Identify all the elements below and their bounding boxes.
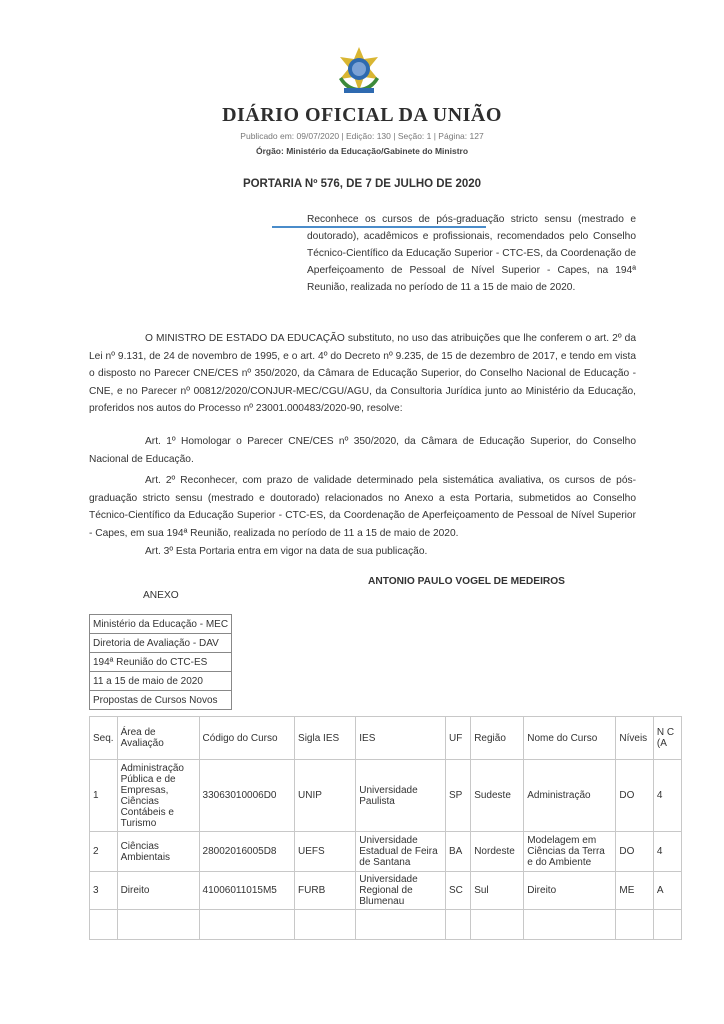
cell: 33063010006D0 (199, 760, 295, 832)
cell: Universidade Estadual de Feira de Santana (356, 832, 446, 872)
cell (199, 910, 295, 940)
coat-of-arms-seal (334, 45, 384, 95)
annex-label: ANEXO (143, 590, 179, 601)
publication-meta: Publicado em: 09/07/2020 | Edição: 130 | Seção: 1 | Página: 127 (240, 131, 484, 141)
col-header: Níveis (616, 717, 654, 760)
table-row (90, 832, 682, 872)
article-1: Art. 1º Homologar o Parecer CNE/CES nº 350/2020, da Câmara de Educação Superior, do Conselho Nacional de Educação. (89, 436, 636, 465)
col-header: UF (445, 717, 470, 760)
cell: 28002016005D8 (199, 832, 295, 872)
cell (445, 910, 470, 940)
cell: BA (445, 832, 470, 872)
cell: 4 (653, 832, 681, 872)
cell: Universidade Paulista (356, 760, 446, 832)
annex-info-row: Propostas de Cursos Novos (90, 691, 232, 710)
col-header: Código do Curso (199, 717, 295, 760)
cell (117, 910, 199, 940)
annex-info-row: Diretoria de Avaliação - DAV (90, 634, 232, 653)
cell: Universidade Regional de Blumenau (356, 872, 446, 910)
col-header: IES (356, 717, 446, 760)
col-header: Seq. (90, 717, 118, 760)
col-header: Área de Avaliação (117, 717, 199, 760)
cell: DO (616, 760, 654, 832)
cell: 4 (653, 760, 681, 832)
annex-info-table (89, 614, 232, 710)
cell: Administração (524, 760, 616, 832)
table-row (90, 760, 682, 832)
cell: SP (445, 760, 470, 832)
cell: Sul (471, 872, 524, 910)
col-header: N C (A (653, 717, 681, 760)
cell: A (653, 872, 681, 910)
cell: Nordeste (471, 832, 524, 872)
cell: FURB (295, 872, 356, 910)
col-header: Sigla IES (295, 717, 356, 760)
article-3: Art. 3º Esta Portaria entra em vigor na data de sua publicação. (145, 546, 428, 557)
cell: Administração Pública e de Empresas, Ciências Contábeis e Turismo (117, 760, 199, 832)
cell: 2 (90, 832, 118, 872)
cell (471, 910, 524, 940)
cell: 3 (90, 872, 118, 910)
signer-name: ANTONIO PAULO VOGEL DE MEDEIROS (368, 576, 565, 587)
cell: 1 (90, 760, 118, 832)
article-2: Art. 2º Reconhecer, com prazo de validade determinado pela sistemática avaliativa, os cursos de pós-graduação stricto sensu (mestrado e doutorado) relacionados no Anexo a esta Portaria, submetidos ao Conselho Técnico-Científico da Educação Superior - CTC-ES, da Coordenação de Aperfeiçoamento de Pessoal de Nível Superior - Capes, em sua 194ª Reunião, realizada no período de 11 a 15 de maio de 2020. (89, 475, 636, 539)
courses-table-viewport (0, 700, 682, 1000)
ementa-text: Reconhece os cursos de pós-graduação stricto sensu (mestrado e doutorado), acadêmicos e profissionais, recomendados pelo Conselho Técnico-Científico da Educação Superior - CTC-ES, da Coordenação de Aperfeiçoamento de Pessoal de Nível Superior - Capes, na 194ª Reunião, realizada no período de 11 a 15 de maio de 2020. (307, 214, 636, 293)
issuing-body: Órgão: Ministério da Educação/Gabinete do Ministro (255, 146, 469, 156)
table-header-row (90, 717, 682, 760)
annex-info-row: 194ª Reunião do CTC-ES (90, 653, 232, 672)
cell: Ciências Ambientais (117, 832, 199, 872)
cell (653, 910, 681, 940)
cell: UNIP (295, 760, 356, 832)
cell (524, 910, 616, 940)
annex-info-row: 11 a 15 de maio de 2020 (90, 672, 232, 691)
table-row (90, 910, 682, 940)
col-header: Nome do Curso (524, 717, 616, 760)
cell (356, 910, 446, 940)
annex-info-row: Ministério da Educação - MEC (90, 615, 232, 634)
cell: Modelagem em Ciências da Terra e do Ambiente (524, 832, 616, 872)
cell: 41006011015M5 (199, 872, 295, 910)
courses-table (89, 716, 682, 940)
col-header: Região (471, 717, 524, 760)
journal-title: DIÁRIO OFICIAL DA UNIÃO (222, 104, 502, 126)
cell: Direito (524, 872, 616, 910)
cell (90, 910, 118, 940)
cell: Direito (117, 872, 199, 910)
table-row (90, 872, 682, 910)
portaria-title: PORTARIA Nº 576, DE 7 DE JULHO DE 2020 (242, 178, 482, 190)
cell (295, 910, 356, 940)
cell: UEFS (295, 832, 356, 872)
cell (616, 910, 654, 940)
cell: DO (616, 832, 654, 872)
cell: Sudeste (471, 760, 524, 832)
cell: ME (616, 872, 654, 910)
cell: SC (445, 872, 470, 910)
preamble-paragraph: O MINISTRO DE ESTADO DA EDUCAÇÃO substituto, no uso das atribuições que lhe conferem o art. 2º da Lei nº 9.131, de 24 de novembro de 1995, e o art. 4º do Decreto nº 9.235, de 15 de dezembro de 2017, e tendo em vista o disposto no Parecer CNE/CES nº 350/2020, da Câmara de Educação Superior, do Conselho Nacional de Educação - CNE, e no Parecer nº 00812/2020/CONJUR-MEC/CGU/AGU, da Consultoria Jurídica junto ao Ministério da Educação, proferidos nos autos do Processo nº 23001.000483/2020-90, resolve: (89, 333, 636, 414)
